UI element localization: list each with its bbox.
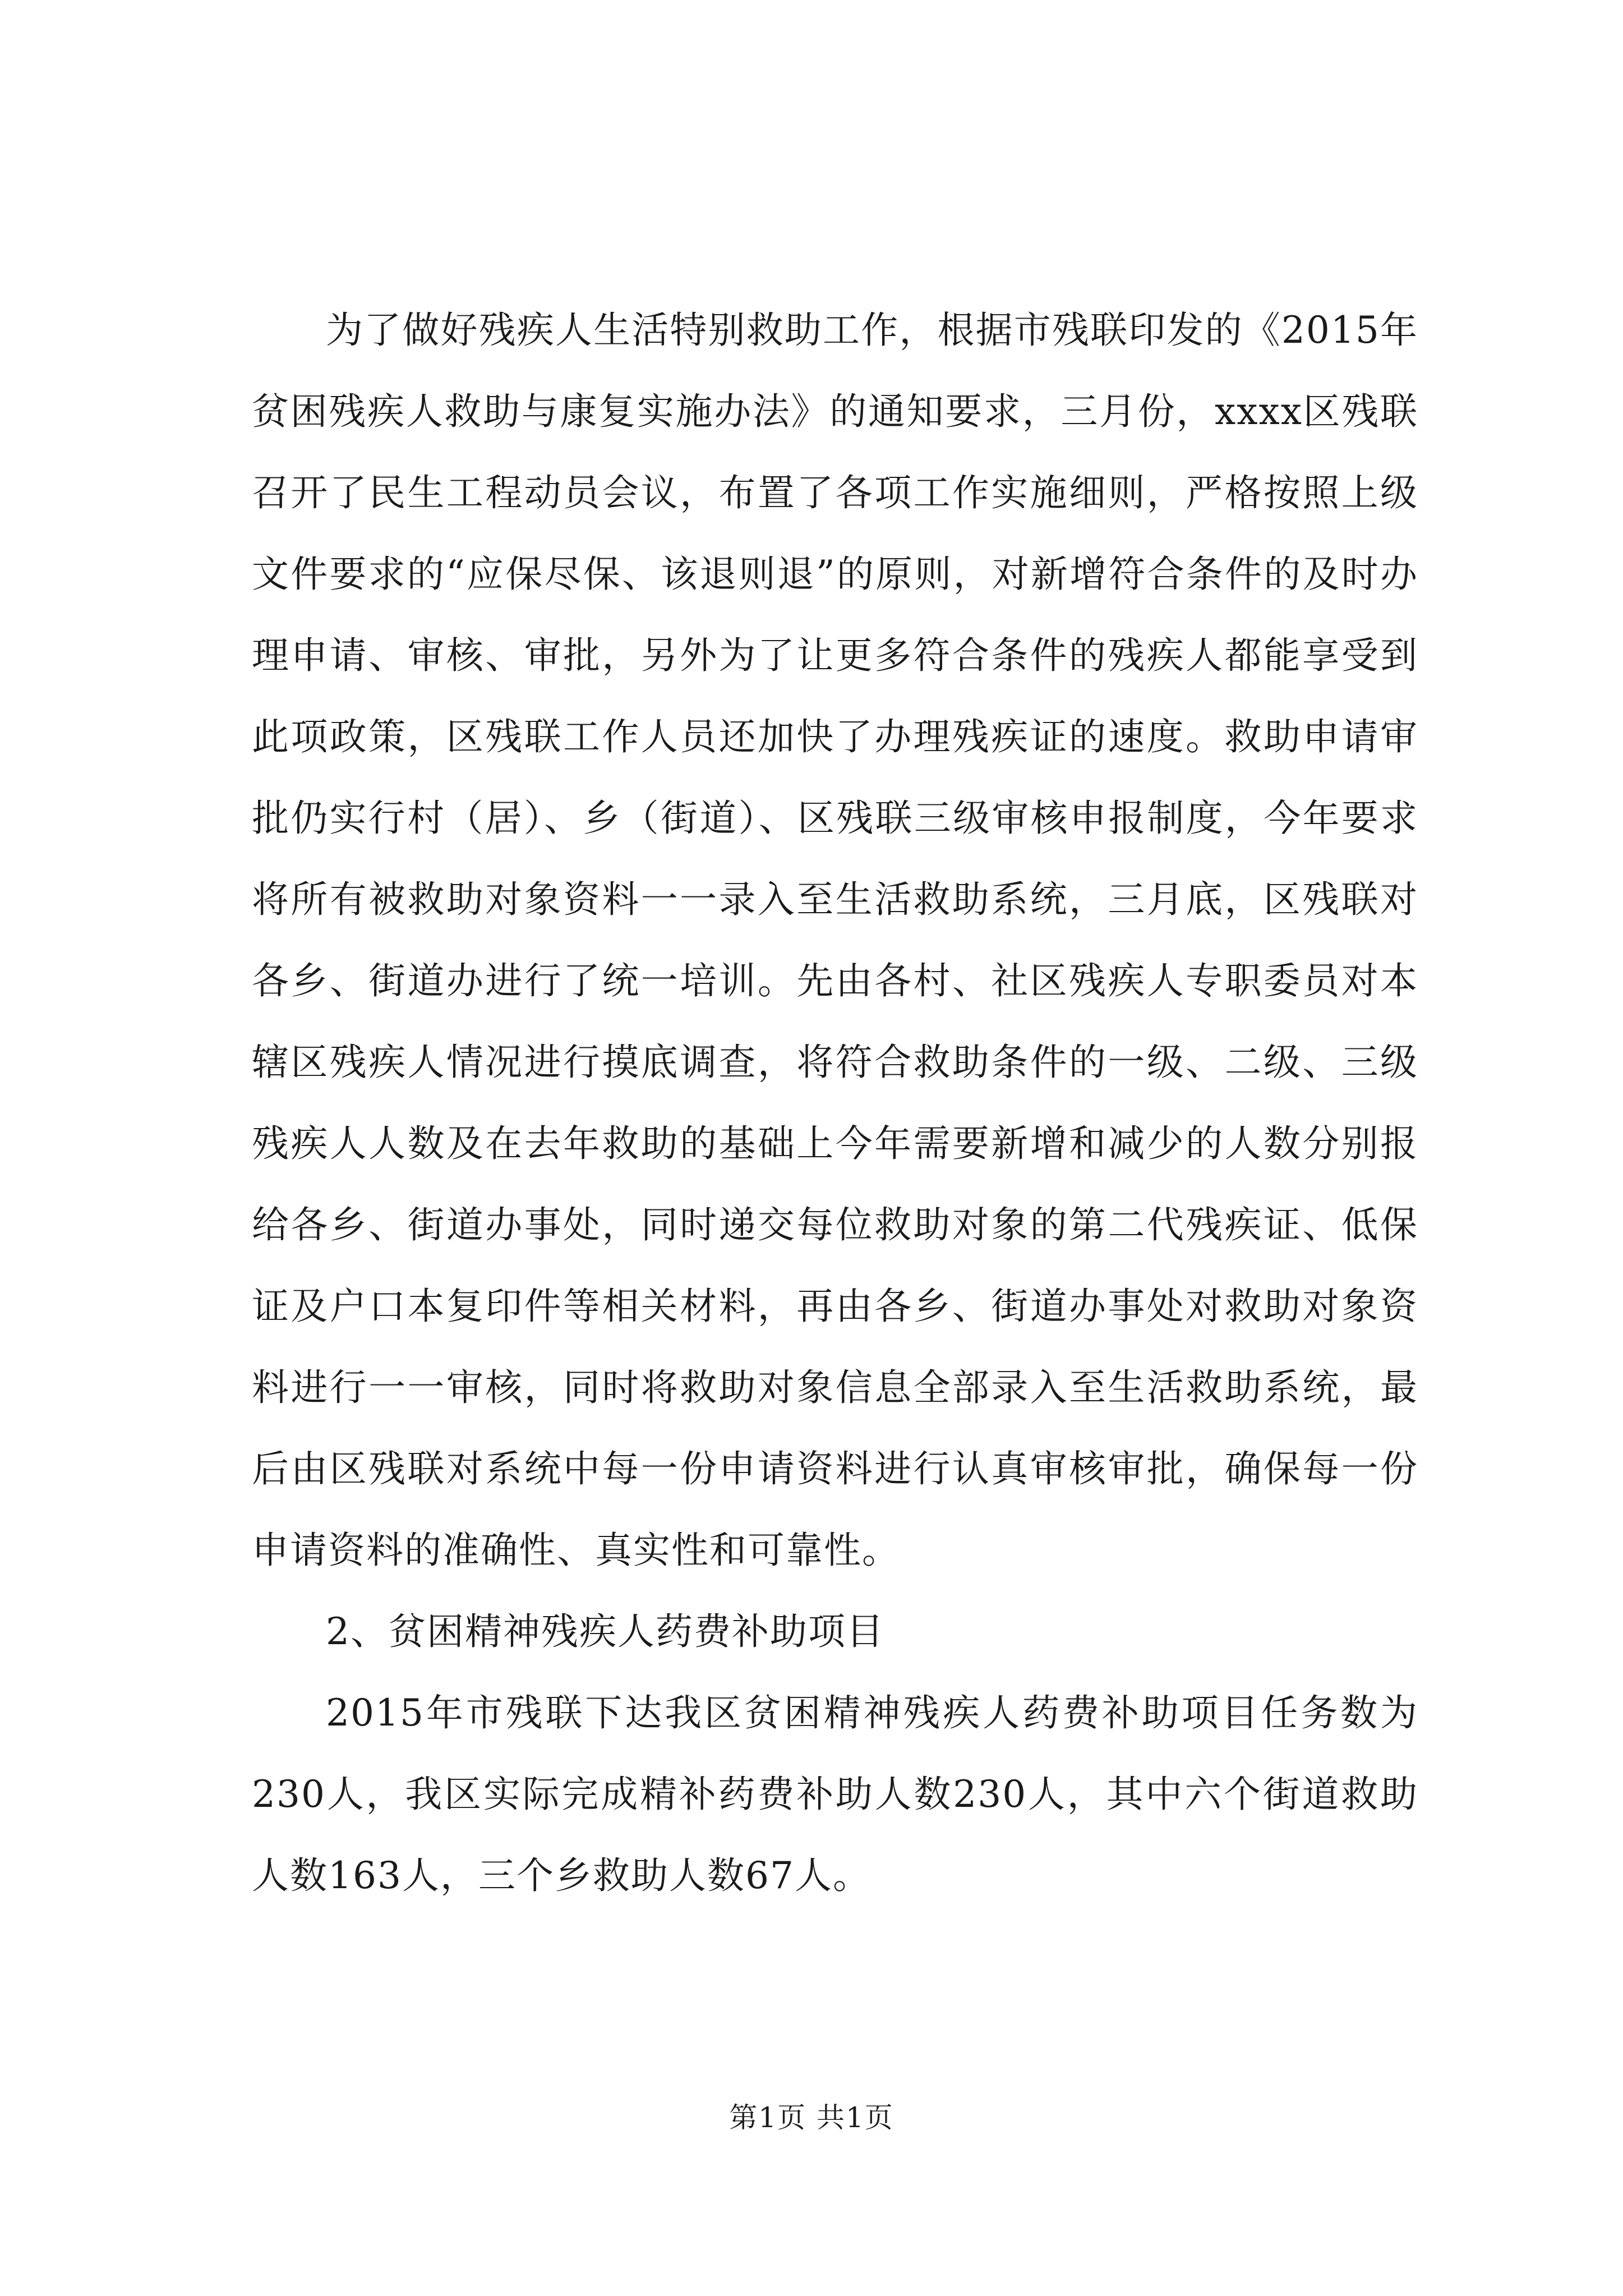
- paragraph-drug-subsidy: 2015年市残联下达我区贫困精神残疾人药费补助项目任务数为230人，我区实际完成精补药费补助人数230人，其中六个街道救助人数163人，三个乡救助人数67人。: [252, 1691, 1418, 1897]
- document-body: [252, 289, 1418, 1916]
- page-footer: 第1页 共1页: [729, 2101, 894, 2134]
- section-heading-drug-subsidy: 2、贫困精神残疾人药费补助项目: [326, 1610, 884, 1653]
- paragraph-special-relief: 为了做好残疾人生活特别救助工作，根据市残联印发的《2015年贫困残疾人救助与康复实施办法》的通知要求，三月份，xxxx区残联召开了民生工程动员会议，布置了各项工作实施细则，严格按照上级文件要求的“应保尽保、该退则退”的原则，对新增符合条件的及时办理申请、审核、审批，另外为了让更多符合条件的残疾人都能享受到此项政策，区残联工作人员还加快了办理残疾证的速度。救助申请审批仍实行村（居）、乡（街道）、区残联三级审核申报制度，今年要求将所有被救助对象资料一一录入至生活救助系统，三月底，区残联对各乡、街道办进行了统一培训。先由各村、社区残疾人专职委员对本辖区残疾人情况进行摸底调查，将符合救助条件的一级、二级、三级残疾人人数及在去年救助的基础上今年需要新增和减少的人数分别报给各乡、街道办事处，同时递交每位救助对象的第二代残疾证、低保证及户口本复印件等相关材料，再由各乡、街道办事处对救助对象资料进行一一审核，同时将救助对象信息全部录入至生活救助系统，最后由区残联对系统中每一份申请资料进行认真审核审批，确保每一份申请资料的准确性、真实性和可靠性。: [252, 309, 1418, 1572]
